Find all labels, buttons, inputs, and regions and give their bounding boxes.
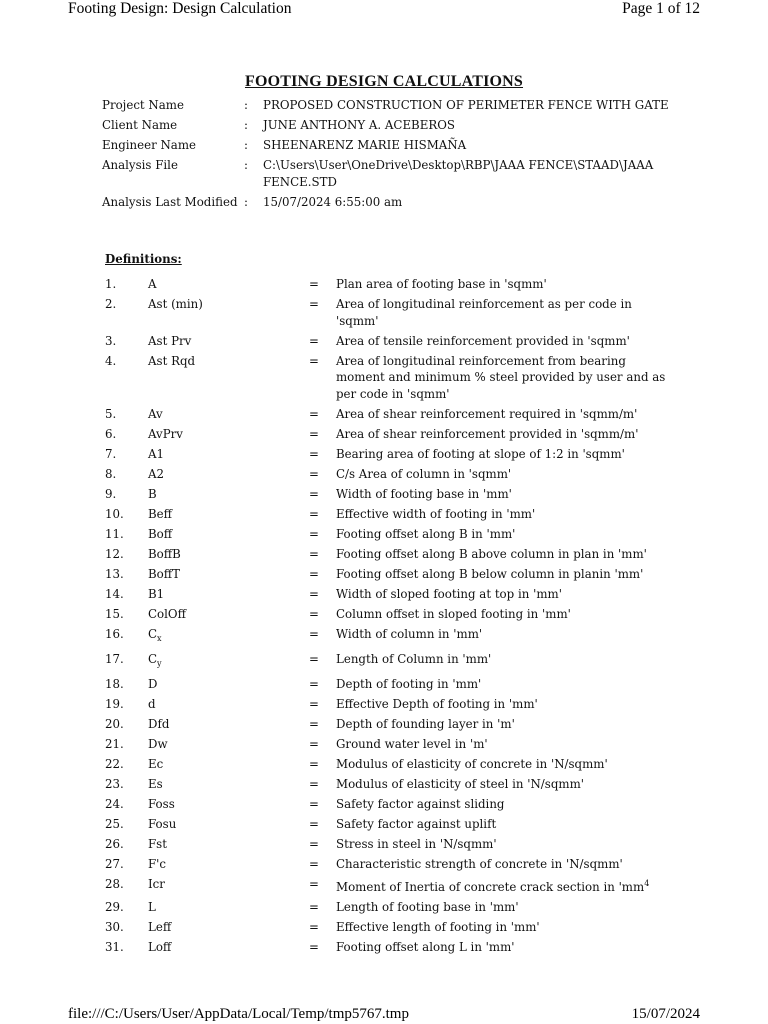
definition-number: 24. [105,796,124,811]
footer-date: 15/07/2024 [631,1006,700,1022]
definition-term [148,736,309,753]
definition-number: 6. [105,426,117,441]
definition-number: 26. [105,836,124,851]
project-info-colon: : [244,98,248,112]
definition-term [148,506,309,523]
definition-row [105,546,695,563]
definition-number: 4. [105,353,117,368]
definition-term-text: A [148,277,157,291]
definition-row [105,406,695,423]
page-header-title: Footing Design: Design Calculation [68,0,292,17]
definition-description [336,836,666,853]
definition-row [105,836,695,853]
definition-number: 23. [105,776,124,791]
definition-term-text: B1 [148,586,165,601]
definition-equals: = [309,676,319,691]
definition-term [148,626,309,648]
definition-row [105,696,695,713]
definition-term-text: Leff [148,919,172,934]
definition-description [336,756,666,773]
definition-equals: = [309,297,319,311]
definition-description [336,586,666,603]
definition-description [336,276,666,293]
definition-equals: = [309,756,319,771]
definition-number: 16. [105,626,124,641]
definition-row [105,676,695,693]
definition-equals: = [309,651,319,666]
definition-description [336,816,666,833]
definition-description-text: Depth of footing in 'mm' [336,676,482,691]
definition-term [148,776,309,793]
project-info-colon: : [244,138,248,152]
definition-term [148,756,309,773]
definition-description-text: Footing offset along B below column in planin 'mm' [336,566,644,581]
definition-term [148,446,309,463]
definition-description-text: Ground water level in 'm' [336,736,488,751]
definition-term [148,816,309,833]
definition-description [336,526,666,543]
document-title: FOOTING DESIGN CALCULATIONS [244,73,524,90]
definition-term [148,466,309,483]
definition-term [148,651,309,673]
definition-equals: = [309,716,319,731]
definition-term [148,676,309,693]
definition-number: 31. [105,939,124,954]
definition-equals: = [309,446,319,461]
definition-description [336,676,666,693]
definition-equals: = [309,816,319,831]
project-info-colon: : [244,158,248,172]
definition-description [336,876,666,896]
definition-term-text: d [148,696,156,711]
definition-term [148,939,309,956]
project-info-label: Engineer Name [102,138,197,152]
definition-description-superscript: 4 [644,878,650,888]
project-info-value: JUNE ANTHONY A. ACEBEROS [263,118,455,132]
definition-number: 5. [105,406,117,421]
page-number: Page 1 of 12 [622,0,700,17]
definition-term [148,586,309,603]
definition-equals: = [309,626,319,641]
definition-description-text: Safety factor against sliding [336,796,505,811]
project-info-row [102,137,682,154]
definition-row [105,626,695,648]
definition-equals: = [309,277,319,291]
project-info-value: C:\Users\User\OneDrive\Desktop\RBP\JAAA FENCE\STAAD\JAAA FENCE.STD [263,158,654,189]
project-info-block [102,97,682,214]
definition-term-text: Dfd [148,716,170,731]
definition-term-text: A1 [148,446,165,461]
definition-term-text: Loff [148,939,172,954]
definition-term-text: Icr [148,876,165,891]
definition-description [336,406,666,423]
project-info-row [102,194,682,211]
definition-description-text: Footing offset along B above column in plan in 'mm' [336,546,647,561]
definition-term-text: Beff [148,506,173,521]
definition-equals: = [309,606,319,621]
definition-term [148,856,309,873]
definition-description-text: Area of longitudinal reinforcement as per code in 'sqmm' [336,297,632,328]
project-info-colon: : [244,118,248,132]
definition-description-text: Footing offset along L in 'mm' [336,939,515,954]
definition-number: 21. [105,736,124,751]
definition-term [148,919,309,936]
definition-term-text: D [148,676,158,691]
definition-term [148,696,309,713]
definition-row [105,756,695,773]
definition-equals: = [309,696,319,711]
definition-term-text: Fosu [148,816,177,831]
definition-description-text: Area of shear reinforcement provided in 'sqmm/m' [336,426,639,441]
definition-term-text: B [148,486,157,501]
definition-equals: = [309,796,319,811]
definition-term [148,333,309,350]
definition-row [105,333,695,350]
definition-row [105,586,695,603]
definitions-heading: Definitions: [105,252,182,266]
definition-row [105,736,695,753]
definition-term-subscript: x [157,633,162,643]
definition-description [336,296,666,329]
definition-description [336,626,666,648]
definition-term-text: L [148,899,156,914]
definition-term-text: Ast (min) [148,297,203,311]
definition-description-text: Effective width of footing in 'mm' [336,506,536,521]
definition-description-text: Area of shear reinforcement required in 'sqmm/m' [336,406,638,421]
definition-number: 8. [105,466,117,481]
definition-description [336,716,666,733]
project-info-row [102,157,682,190]
definition-number: 13. [105,566,124,581]
definition-equals: = [309,586,319,601]
definition-equals: = [309,506,319,521]
definition-description-text: Column offset in sloped footing in 'mm' [336,606,571,621]
definition-row [105,276,695,293]
project-info-value: SHEENARENZ MARIE HISMAÑA [263,138,467,152]
definition-term-text: A2 [148,466,165,481]
definition-term [148,296,309,329]
definition-number: 20. [105,716,124,731]
definition-row [105,466,695,483]
definition-term-text: Boff [148,526,173,541]
definition-term-text: BoffB [148,546,181,561]
definition-description-text: Plan area of footing base in 'sqmm' [336,277,547,291]
definition-term [148,566,309,583]
definition-equals: = [309,919,319,934]
project-info-colon: : [244,194,248,209]
definition-row [105,796,695,813]
definition-number: 14. [105,586,124,601]
definition-term-subscript: y [157,658,162,668]
definition-description-text: Area of longitudinal reinforcement from bearing moment and minimum % steel provided by user and as per code in 'sqmm' [336,353,666,401]
definition-description-text: Length of footing base in 'mm' [336,899,519,914]
definition-description-text: Width of footing base in 'mm' [336,486,512,501]
definition-number: 15. [105,606,124,621]
definition-row [105,816,695,833]
definition-description-text: Footing offset along B in 'mm' [336,526,516,541]
definition-term [148,486,309,503]
definition-equals: = [309,546,319,561]
definition-term-text: Ast Prv [148,333,192,348]
definition-term [148,606,309,623]
definition-number: 19. [105,696,124,711]
definition-description [336,566,666,583]
definition-number: 9. [105,486,117,501]
definition-row [105,353,695,403]
definition-equals: = [309,406,319,421]
definition-description-text: Safety factor against uplift [336,816,497,831]
definition-row [105,776,695,793]
definition-term [148,796,309,813]
definition-equals: = [309,876,319,891]
definition-row [105,651,695,673]
definition-term-text: BoffT [148,566,181,581]
definition-description [336,919,666,936]
definition-description-text: Width of column in 'mm' [336,626,483,641]
definition-row [105,566,695,583]
definition-description [336,939,666,956]
definition-row [105,446,695,463]
definition-term [148,546,309,563]
definition-description [336,546,666,563]
definition-term [148,276,309,293]
definition-description [336,446,666,463]
definition-description [336,506,666,523]
definition-row [105,526,695,543]
definition-description [336,736,666,753]
definition-number: 18. [105,676,124,691]
definition-number: 17. [105,651,124,666]
project-info-label: Analysis Last Modified [102,194,238,209]
definition-term [148,406,309,423]
definition-term-text: ColOff [148,606,186,621]
definition-row [105,856,695,873]
definition-number: 2. [105,297,117,311]
project-info-label: Project Name [102,98,184,112]
project-info-value: 15/07/2024 6:55:00 am [263,194,403,209]
definition-description [336,486,666,503]
definition-number: 30. [105,919,124,934]
project-info-label: Client Name [102,118,178,132]
definition-term-text: Av [148,406,163,421]
definition-description [336,856,666,873]
definition-equals: = [309,939,319,954]
definition-term [148,876,309,896]
definition-description [336,696,666,713]
definition-description-text: Effective Depth of footing in 'mm' [336,696,538,711]
definition-term-text: AvPrv [148,426,183,441]
definition-row [105,939,695,956]
definition-term-text: Ec [148,756,164,771]
definition-description [336,466,666,483]
definition-term [148,836,309,853]
project-info-row [102,117,682,134]
definition-equals: = [309,486,319,501]
definition-description-text: Stress in steel in 'N/sqmm' [336,836,497,851]
definition-number: 1. [105,277,117,291]
definition-equals: = [309,466,319,481]
definition-number: 10. [105,506,124,521]
definition-description-text: Width of sloped footing at top in 'mm' [336,586,562,601]
definition-term-text: F'c [148,856,167,871]
definition-description [336,333,666,350]
definition-equals: = [309,353,319,368]
definitions-list [105,276,695,959]
definition-row [105,296,695,329]
definition-term [148,899,309,916]
definition-description [336,776,666,793]
file-path-footer[interactable]: file:///C:/Users/User/AppData/Local/Temp/tmp5767.tmp [68,1006,409,1022]
definition-number: 3. [105,333,117,348]
definition-number: 29. [105,899,124,914]
definition-equals: = [309,856,319,871]
definition-equals: = [309,776,319,791]
definition-term-text: Dw [148,736,168,751]
project-info-label: Analysis File [102,158,178,172]
definition-term-text: C [148,626,158,641]
definition-term-text: Fst [148,836,167,851]
definition-row [105,716,695,733]
definition-number: 28. [105,876,124,891]
project-info-row [102,97,682,114]
definition-number: 11. [105,526,124,541]
definition-description-text: Length of Column in 'mm' [336,651,492,666]
definition-description-text: Modulus of elasticity of concrete in 'N/sqmm' [336,756,608,771]
definition-description [336,353,666,403]
definition-number: 25. [105,816,124,831]
definition-description [336,796,666,813]
definition-equals: = [309,899,319,914]
definition-description [336,606,666,623]
definition-description [336,651,666,673]
definition-description [336,899,666,916]
definition-number: 27. [105,856,124,871]
definition-equals: = [309,426,319,441]
definition-description-text: Characteristic strength of concrete in 'N/sqmm' [336,856,623,871]
definition-description-text: Area of tensile reinforcement provided in 'sqmm' [336,333,630,348]
definition-description-text: Bearing area of footing at slope of 1:2 in 'sqmm' [336,446,625,461]
definition-row [105,899,695,916]
definition-row [105,606,695,623]
definition-term [148,716,309,733]
definition-row [105,426,695,443]
definition-description-text: Modulus of elasticity of steel in 'N/sqmm' [336,776,584,791]
definition-term [148,526,309,543]
definition-equals: = [309,836,319,851]
definition-row [105,919,695,936]
definition-row [105,876,695,896]
definition-equals: = [309,566,319,581]
definition-term [148,426,309,443]
definition-number: 22. [105,756,124,771]
definition-row [105,486,695,503]
definition-number: 12. [105,546,124,561]
definition-number: 7. [105,446,117,461]
definition-equals: = [309,736,319,751]
definition-description-text: Moment of Inertia of concrete crack section in 'mm [336,879,645,894]
definition-description-text: Effective length of footing in 'mm' [336,919,540,934]
definition-term-text: Ast Rqd [148,353,196,368]
definition-term-text: Es [148,776,163,791]
definition-row [105,506,695,523]
definition-term-text: Foss [148,796,175,811]
definition-description [336,426,666,443]
definition-description-text: Depth of founding layer in 'm' [336,716,515,731]
definition-term-text: C [148,651,158,666]
definition-term [148,353,309,403]
definition-description-text: C/s Area of column in 'sqmm' [336,466,512,481]
definition-equals: = [309,526,319,541]
definition-equals: = [309,333,319,348]
project-info-value: PROPOSED CONSTRUCTION OF PERIMETER FENCE WITH GATE [263,98,669,112]
